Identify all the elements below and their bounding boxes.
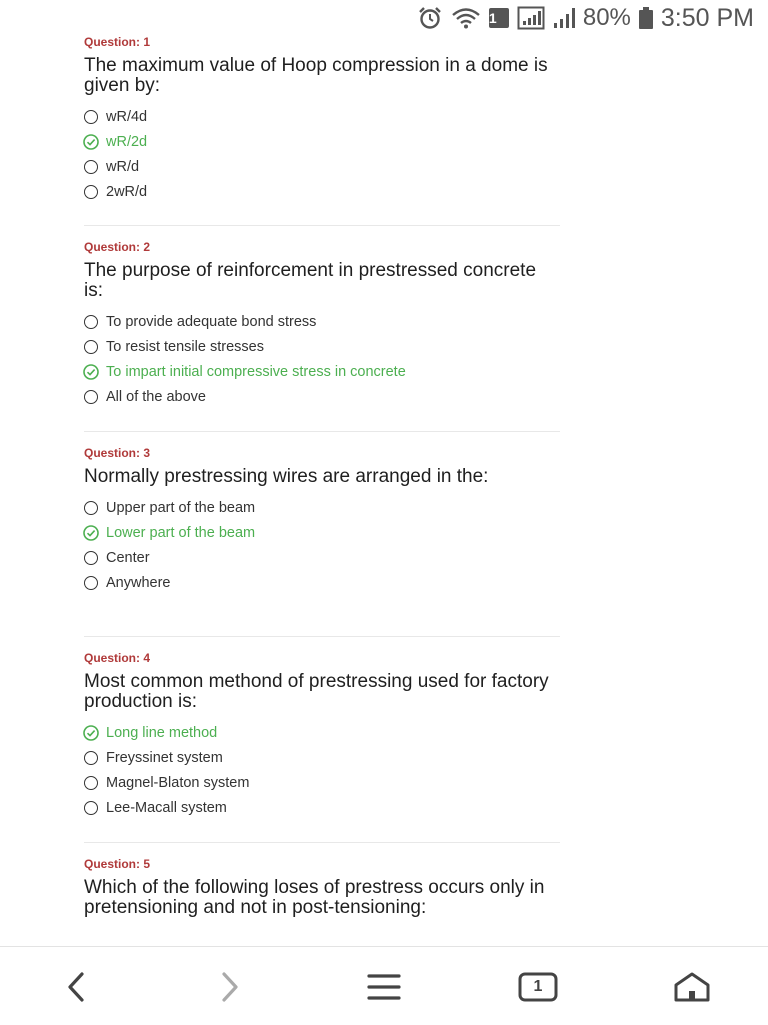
question-text: Normally prestressing wires are arranged in the: xyxy=(84,466,489,487)
notification-count-badge: 1 xyxy=(489,8,509,28)
option-text: wR/4d xyxy=(106,108,148,125)
question-label: Question: 3 xyxy=(84,446,151,460)
question-4 xyxy=(84,650,560,820)
status-bar xyxy=(0,0,768,36)
option-item[interactable] xyxy=(84,770,560,795)
radio-icon xyxy=(84,776,98,790)
home-icon xyxy=(672,971,712,1003)
radio-icon xyxy=(84,160,98,174)
option-text: Upper part of the beam xyxy=(106,499,256,516)
option-text: To impart initial compressive stress in concrete xyxy=(106,363,406,380)
divider xyxy=(84,431,560,432)
check-circle-icon xyxy=(83,134,99,150)
battery-percent: 80% xyxy=(582,4,631,31)
forward-icon xyxy=(218,971,242,1003)
check-circle-icon xyxy=(83,364,99,380)
option-item-correct[interactable] xyxy=(84,359,560,384)
option-text: To provide adequate bond stress xyxy=(106,313,317,330)
tabs-button[interactable] xyxy=(518,967,558,1007)
option-item[interactable] xyxy=(84,745,560,770)
check-circle-icon xyxy=(83,725,99,741)
bottom-nav-bar xyxy=(0,946,768,1025)
check-circle-icon xyxy=(83,525,99,541)
question-text: The purpose of reinforcement in prestressed concrete is: xyxy=(84,260,537,301)
option-text: Anywhere xyxy=(106,574,171,591)
forward-button[interactable] xyxy=(210,967,250,1007)
radio-icon xyxy=(84,551,98,565)
wifi-icon xyxy=(451,7,481,29)
question-label: Question: 2 xyxy=(84,240,151,254)
radio-icon xyxy=(84,801,98,815)
options-list xyxy=(84,104,560,204)
question-2 xyxy=(84,239,560,409)
options-list xyxy=(84,309,560,409)
option-text: Center xyxy=(106,549,150,566)
question-1 xyxy=(84,34,560,204)
options-list xyxy=(84,495,560,595)
option-text: 2wR/d xyxy=(106,183,148,200)
option-item[interactable] xyxy=(84,570,560,595)
cell-signal-icon xyxy=(553,7,577,29)
option-item-correct[interactable] xyxy=(84,720,560,745)
signal-box-icon xyxy=(517,6,545,30)
question-label: Question: 5 xyxy=(84,857,151,871)
question-text: Most common methond of prestressing used for factory production is: xyxy=(84,671,549,712)
option-item-correct[interactable] xyxy=(84,129,560,154)
option-text: All of the above xyxy=(106,388,206,405)
option-text: To resist tensile stresses xyxy=(106,338,264,355)
options-list xyxy=(84,720,560,820)
option-item[interactable] xyxy=(84,154,560,179)
menu-icon xyxy=(367,972,401,1002)
radio-icon xyxy=(84,501,98,515)
radio-icon xyxy=(84,390,98,404)
back-icon xyxy=(64,971,88,1003)
option-text: wR/d xyxy=(106,158,140,175)
question-label: Question: 1 xyxy=(84,35,151,49)
clock-time: 3:50 PM xyxy=(660,3,754,32)
divider xyxy=(84,636,560,637)
question-label: Question: 4 xyxy=(84,651,151,665)
radio-icon xyxy=(84,576,98,590)
option-item[interactable] xyxy=(84,104,560,129)
battery-icon xyxy=(639,7,653,29)
radio-icon xyxy=(84,315,98,329)
option-item[interactable] xyxy=(84,334,560,359)
option-text: Lee-Macall system xyxy=(106,799,227,816)
question-text: The maximum value of Hoop compression in a dome is given by: xyxy=(84,55,548,96)
option-item[interactable] xyxy=(84,179,560,204)
option-item[interactable] xyxy=(84,384,560,409)
divider xyxy=(84,842,560,843)
option-item[interactable] xyxy=(84,495,560,520)
question-3 xyxy=(84,445,560,595)
option-text: Lower part of the beam xyxy=(106,524,256,541)
divider xyxy=(84,225,560,226)
alarm-icon xyxy=(417,6,443,30)
option-item-correct[interactable] xyxy=(84,520,560,545)
option-item[interactable] xyxy=(84,309,560,334)
radio-icon xyxy=(84,185,98,199)
question-5 xyxy=(84,856,560,918)
question-text: Which of the following loses of prestress occurs only in pretensioning and not in post-tensioning: xyxy=(84,877,545,918)
radio-icon xyxy=(84,110,98,124)
option-text: Long line method xyxy=(106,724,218,741)
home-button[interactable] xyxy=(672,967,712,1007)
option-text: Magnel-Blaton system xyxy=(106,774,250,791)
option-item[interactable] xyxy=(84,545,560,570)
option-item[interactable] xyxy=(84,795,560,820)
option-text: Freyssinet system xyxy=(106,749,223,766)
option-text: wR/2d xyxy=(106,133,148,150)
radio-icon xyxy=(84,340,98,354)
back-button[interactable] xyxy=(56,967,96,1007)
tab-count: 1 xyxy=(533,978,543,995)
menu-button[interactable] xyxy=(364,967,404,1007)
radio-icon xyxy=(84,751,98,765)
